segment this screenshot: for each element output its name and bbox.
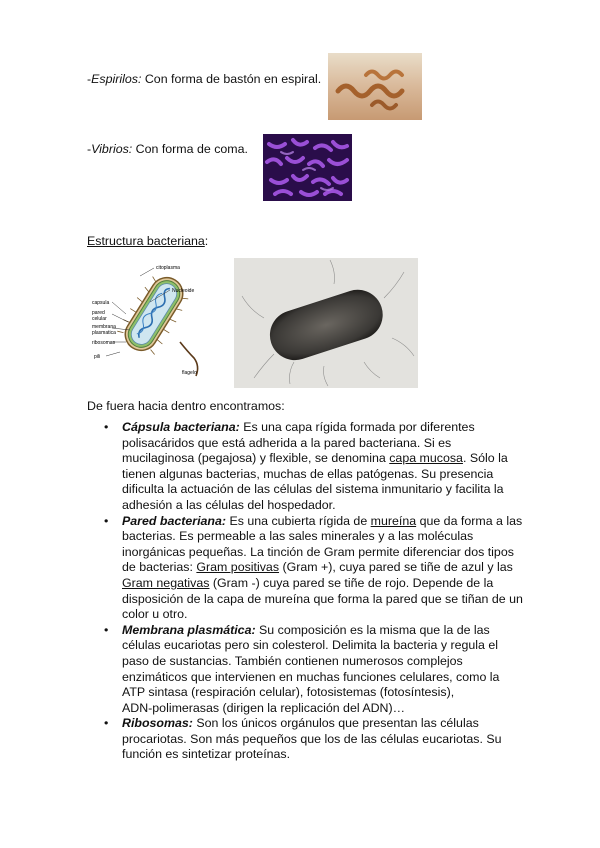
label-capsula: capsula bbox=[92, 300, 110, 306]
label-membrana: membrana bbox=[92, 324, 116, 330]
label-pared: pared bbox=[92, 310, 105, 316]
bullet-icon: • bbox=[104, 513, 109, 528]
list-item: • Ribosomas: Son los únicos orgánulos que presentan las células procariotas. Son más pequeños que los de las células eucariotas. Su función es sintetizar proteínas. bbox=[104, 716, 502, 762]
vibrios-line: -Vibrios: Con forma de coma. bbox=[87, 142, 248, 156]
link-capa-mucosa[interactable]: capa mucosa bbox=[389, 451, 463, 466]
link-mureina[interactable]: mureína bbox=[370, 513, 417, 528]
bullet-icon: • bbox=[104, 420, 109, 434]
vibrios-text: Con forma de coma. bbox=[132, 142, 248, 156]
label-ribosomas: ribosomas bbox=[92, 340, 116, 346]
espirilos-line: -Espirilos: Con forma de bastón en espiral. bbox=[87, 72, 322, 86]
label-celular: celular bbox=[92, 316, 107, 322]
label-nucleoide: Nucleoide bbox=[172, 288, 195, 294]
list-item: • Cápsula bacteriana: Es una capa rígida formada por diferentes polisacáridos que está adherida a la pared bacteriana. Si es mucilaginosa (pegajosa) y flexible, se denomina capa mucosa. Sólo la tienen algunas bacterias, muchas de ellas patógenas. Su presencia dificulta la actuación de las células del sistema inmunitario y facilita la adhesión a las células del hospedador. bbox=[104, 420, 508, 512]
label-citoplasma: citoplasma bbox=[156, 265, 180, 271]
section-heading: Estructura bacteriana: bbox=[87, 234, 209, 248]
espirilos-text: Con forma de bastón en espiral. bbox=[141, 72, 322, 86]
item-term: Cápsula bacteriana: bbox=[122, 420, 240, 434]
list-item: • Pared bacteriana: Es una cubierta rígida de mureína que da forma a las bacterias. Es permeable a las sales minerales y a las moléculas inorgánicas pequeñas. La tinción de Gram permite diferenciar dos tipos de bacterias: Gram positivas (Gram +), cuya pared se tiñe de azul y las Gram negativas (Gram -) cuya pared se tiñe de rojo. Depende de la disposición de la capa de mureína que forma la pared que se tiñan de un color u otro. bbox=[104, 513, 523, 622]
link-gram-negativas[interactable]: Gram negativas bbox=[122, 575, 210, 590]
vibrios-term: Vibrios: bbox=[91, 142, 133, 156]
structure-list bbox=[104, 420, 524, 763]
label-plasmatica: plasmatica bbox=[92, 330, 116, 336]
espirilos-term: Espirilos: bbox=[91, 72, 142, 86]
label-flagelo: flagelo bbox=[182, 370, 197, 376]
list-item: • Membrana plasmática: Su composición es la misma que la de las células eucariotas pero sin colesterol. Delimita la bacteria y regula el paso de sustancias. También contienen numerosos complejos enzimáticos que intervienen en muchas funciones celulares, como la ATP sintasa (respiración celular), fotosistemas (fotosíntesis), ADN-polimerasas (dirigen la replicación del ADN)… bbox=[104, 622, 500, 715]
lead-sentence: De fuera hacia dentro encontramos: bbox=[87, 399, 285, 413]
item-term: Membrana plasmática: bbox=[122, 622, 256, 637]
bacterium-micrograph bbox=[234, 258, 418, 388]
espirilos-photo bbox=[328, 53, 422, 120]
label-pili: pili bbox=[94, 354, 101, 360]
bullet-icon: • bbox=[104, 622, 109, 637]
item-term: Ribosomas: bbox=[122, 716, 193, 731]
item-term: Pared bacteriana: bbox=[122, 513, 226, 528]
link-gram-positivas[interactable]: Gram positivas bbox=[196, 560, 280, 575]
vibrios-photo bbox=[263, 134, 352, 201]
bullet-icon: • bbox=[104, 716, 109, 731]
bacterium-diagram bbox=[92, 262, 216, 380]
